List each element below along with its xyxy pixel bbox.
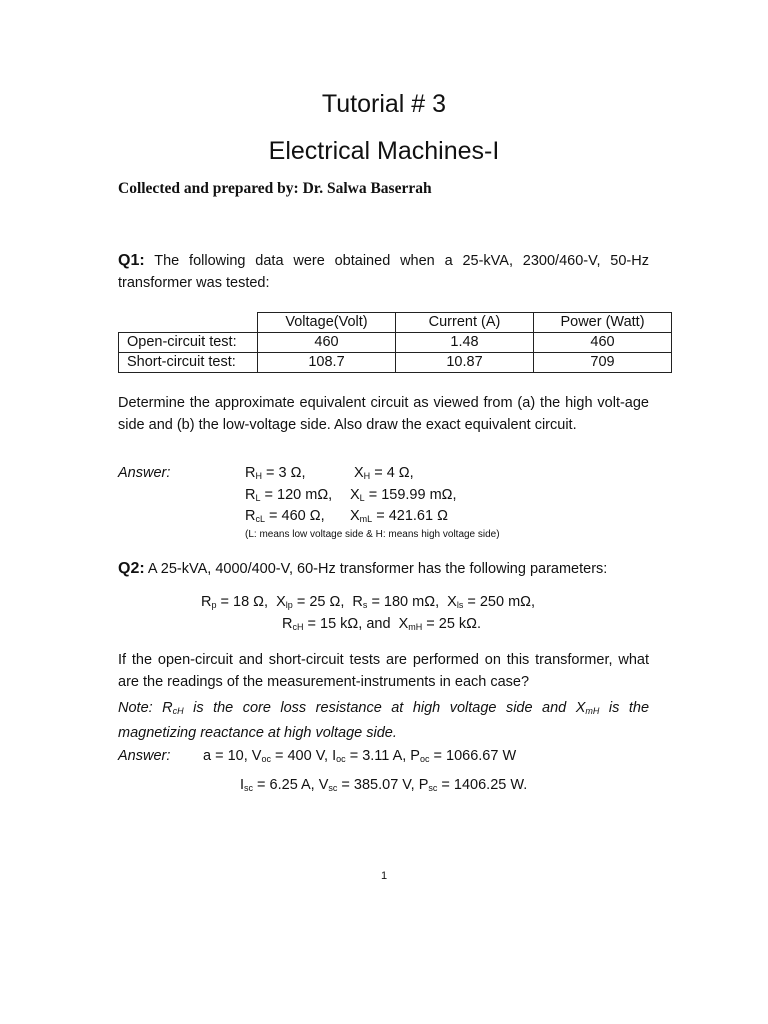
- answer-rl-value: = 120 mΩ,: [264, 487, 333, 503]
- answer-part: = 6.25 A, V: [253, 777, 329, 793]
- param-xmh: = 25 kΩ.: [426, 616, 482, 632]
- table-header-row: [119, 313, 672, 333]
- answer-part: = 400 V, I: [270, 748, 337, 764]
- page-subtitle: Electrical Machines-I: [268, 137, 500, 165]
- q1-statement: [118, 250, 649, 294]
- q2-text: A 25-kVA, 4000/400-V, 60-Hz transformer has the following parameters:: [144, 561, 608, 577]
- table-corner: [119, 313, 258, 333]
- answer-rh: $R_H = 3$ Ω,: [245, 465, 306, 481]
- row-label: Open-circuit test:: [119, 333, 258, 353]
- answer-rl: $R_L = 120$ mΩ,: [245, 487, 333, 503]
- answer-rh-value: = 3 Ω,: [266, 465, 306, 481]
- table-row: [119, 333, 672, 353]
- note-part: is the core loss resistance at high voltage side and X: [183, 700, 586, 716]
- q2-note: Note: $R_{cH}$ is the core loss resistance at high voltage side and $X_{mH}$ is the magnetizing reactance at high voltage side.: [118, 700, 650, 741]
- answer-part: = 1066.67 W: [429, 748, 517, 764]
- page-title: Tutorial # 3: [321, 90, 447, 118]
- table-header: Voltage(Volt): [258, 313, 396, 333]
- answer-part: = 385.07 V, P: [337, 777, 429, 793]
- param-rch: = 15 kΩ, and: [307, 616, 391, 632]
- table-header: Power (Watt): [534, 313, 672, 333]
- table-cell: 460: [534, 333, 672, 353]
- param-xlp: = 25 Ω,: [296, 594, 345, 610]
- q1-data-table: [118, 312, 672, 373]
- q2-question: If the open-circuit and short-circuit tests are performed on this transformer, what are the readings of the measurement-instruments in each case?: [118, 652, 649, 690]
- answer-xl: $X_L = 159.99$ mΩ,: [350, 487, 457, 503]
- table-cell: 10.87: [396, 353, 534, 373]
- q1-note: (L: means low voltage side & H: means high voltage side): [245, 529, 500, 540]
- q2-params-line2: $R_{cH} = 15$ kΩ, and $X_{mH} = 25$ kΩ.: [282, 616, 482, 632]
- q2-label: Q2:: [118, 560, 145, 577]
- q2-statement: [118, 558, 649, 581]
- author-line: Collected and prepared by: Dr. Salwa Baserrah: [118, 180, 432, 197]
- page-number: 1: [380, 870, 388, 882]
- table-cell: 108.7: [258, 353, 396, 373]
- q1-answer-label: Answer:: [118, 465, 171, 481]
- table-cell: 1.48: [396, 333, 534, 353]
- param-rs: = 180 mΩ,: [371, 594, 440, 610]
- answer-xh: $X_H = 4$ Ω,: [354, 465, 414, 481]
- q1-question: Determine the approximate equivalent circuit as viewed from (a) the high volt-age side and (b) the low-voltage side. Also draw the exact equivalent circuit.: [118, 395, 649, 433]
- q2-params-line1: $R_p = 18$ Ω, $X_{lp} = 25$ Ω, $R_s = 180$ mΩ, $X_{ls} = 250$ mΩ,: [201, 594, 536, 610]
- answer-xml: $X_{mL} = 421.61$ Ω: [350, 508, 448, 524]
- q1-label: Q1:: [118, 252, 145, 269]
- note-part: is the magnetizing reactance at high voltage side.: [118, 700, 650, 741]
- q1-text: The following data were obtained when a 25-kVA, 2300/460-V, 50-Hz transformer was tested:: [118, 253, 649, 291]
- q2-answer-line2: $I_{sc} = 6.25$ A, $V_{sc} = 385.07$ V, $P_{sc} = 1406.25$ W.: [240, 777, 528, 793]
- answer-rcl-value: = 460 Ω,: [269, 508, 325, 524]
- param-rp: = 18 Ω,: [220, 594, 269, 610]
- q2-answer-label: Answer:: [118, 748, 171, 764]
- answer-rcl: $R_{cL} = 460$ Ω,: [245, 508, 325, 524]
- table-cell: 709: [534, 353, 672, 373]
- row-label: Short-circuit test:: [119, 353, 258, 373]
- answer-part: = 1406.25 W.: [437, 777, 528, 793]
- table-row: [119, 353, 672, 373]
- answer-xh-value: = 4 Ω,: [374, 465, 414, 481]
- answer-part: = 3.11 A, P: [345, 748, 420, 764]
- q2-answer-line1: a = 10, $V_{oc} = 400$ V, $I_{oc} = 3.11$ A, $P_{oc} = 1066.67$ W: [203, 748, 517, 764]
- table-header: Current (A): [396, 313, 534, 333]
- answer-xml-value: = 421.61 Ω: [376, 508, 448, 524]
- answer-part: I: [240, 777, 245, 793]
- answer-part: a = 10, V: [203, 748, 262, 764]
- note-part: Note: R: [118, 700, 173, 716]
- table-cell: 460: [258, 333, 396, 353]
- answer-xl-value: = 159.99 mΩ,: [368, 487, 457, 503]
- param-xls: = 250 mΩ,: [467, 594, 536, 610]
